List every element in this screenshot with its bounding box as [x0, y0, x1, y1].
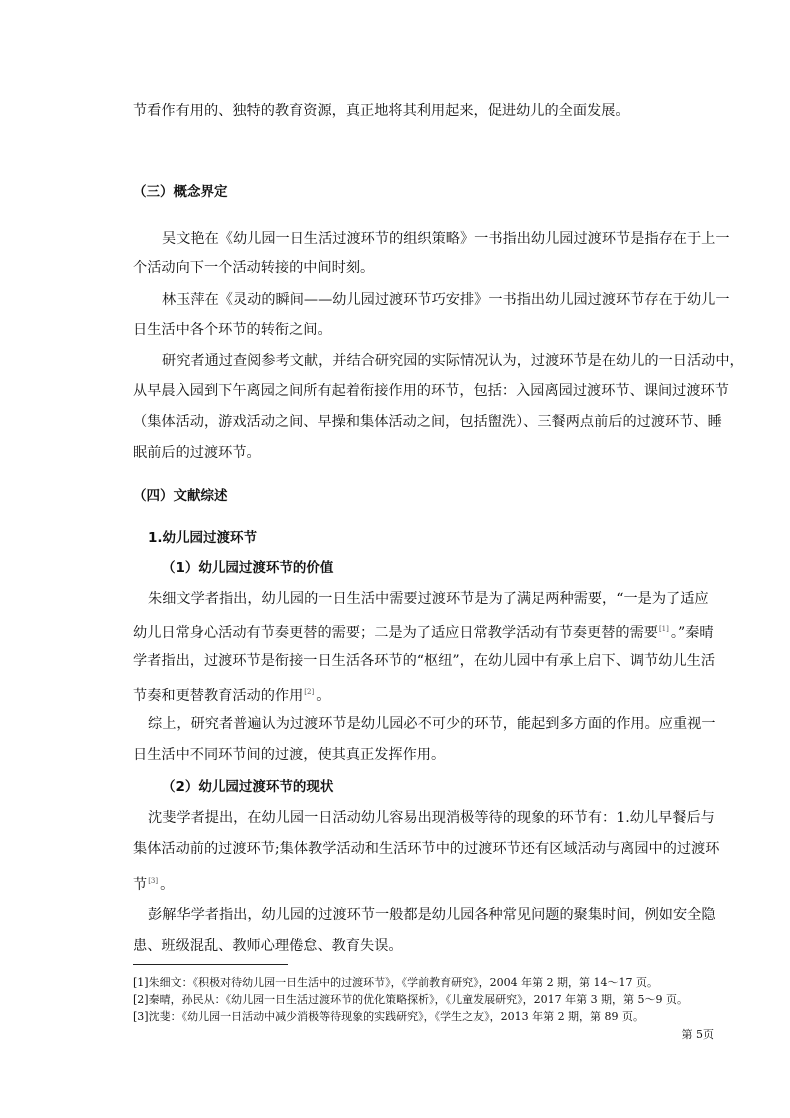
citation-ref: [1] [658, 625, 669, 633]
paragraph-line [133, 682, 330, 706]
paragraph-line: 个活动向下一个活动转接的中间时刻。 [133, 260, 375, 276]
paragraph-line [133, 871, 174, 895]
paragraph-line: 综上，研究者普遍认为过渡环节是幼儿园必不可少的环节，能起到多方面的作用。应重视一 [148, 716, 716, 732]
subsubsection-heading: （1）幼儿园过渡环节的价值 [162, 560, 334, 576]
citation-ref: [3] [148, 877, 159, 885]
paragraph-line: 从早晨入园到下午离园之间所有起着衔接作用的环节，包括：入园离园过渡环节、课间过渡环节 [133, 383, 729, 399]
paragraph-line: 日生活中各个环节的转衔之间。 [133, 322, 332, 338]
subsubsection-heading: （2）幼儿园过渡环节的现状 [162, 779, 334, 795]
text-span: 。 [316, 688, 331, 704]
paragraph-line: 日生活中不同环节间的过渡，使其真正发挥作用。 [133, 747, 446, 763]
text-span: 。”秦晴 [670, 625, 714, 641]
subsection-heading: 1.幼儿园过渡环节 [148, 530, 258, 546]
paragraph-line: 研究者通过查阅参考文献，并结合研究园的实际情况认为，过渡环节是在幼儿的一日活动中， [162, 353, 744, 369]
citation-ref: [2] [304, 688, 315, 696]
paragraph-line: 集体活动前的过渡环节;集体教学活动和生活环节中的过渡环节还有区域活动与离园中的过渡环 [133, 841, 720, 857]
text-span: 。 [160, 877, 175, 893]
page-number: 第 5页 [681, 1028, 714, 1041]
text-span: 幼儿日常身心活动有节奏更替的需要；二是为了适应日常教学活动有节奏更替的需要 [133, 625, 658, 641]
text-span: 节奏和更替教育活动的作用 [133, 688, 304, 704]
paragraph-line: 节看作有用的、独特的教育资源，真正地将其利用起来，促进幼儿的全面发展。 [133, 103, 630, 119]
paragraph-line: 朱细文学者指出，幼儿园的一日生活中需要过渡环节是为了满足两种需要，“一是为了适应 [148, 591, 709, 607]
paragraph-line: 吴文艳在《幼儿园一日生活过渡环节的组织策略》一书指出幼儿园过渡环节是指存在于上一 [162, 231, 730, 247]
section-heading-4: （四）文献综述 [133, 488, 228, 504]
paragraph-line: 患、班级混乱、教师心理倦怠、教育失误。 [133, 938, 403, 954]
text-span: 节 [133, 877, 148, 893]
paragraph-line [133, 619, 714, 643]
footnote-separator [133, 964, 288, 965]
paragraph-line: 彭解华学者指出，幼儿园的过渡环节一般都是幼儿园各种常见问题的聚集时间，例如安全隐 [148, 907, 716, 923]
paragraph-line: （集体活动，游戏活动之间、早操和集体活动之间，包括盥洗）、三餐两点前后的过渡环节、睡 [133, 414, 722, 430]
footnote-1: [1]朱细文：《积极对待幼儿园一日生活中的过渡环节》，《学前教育研究》，2004 年第 2 期，第 14～17 页。 [133, 976, 659, 989]
paragraph-line: 学者指出，过渡环节是衔接一日生活各环节的“枢纽”，在幼儿园中有承上启下、调节幼儿生活 [133, 653, 716, 669]
paragraph-line: 林玉萍在《灵动的瞬间——幼儿园过渡环节巧安排》一书指出幼儿园过渡环节存在于幼儿一 [162, 292, 730, 308]
paragraph-line: 沈斐学者提出，在幼儿园一日活动幼儿容易出现消极等待的现象的环节有：1.幼儿早餐后与 [148, 810, 715, 826]
section-heading-3: （三）概念界定 [133, 184, 228, 200]
footnote-3: [3]沈斐：《幼儿园一日活动中减少消极等待现象的实践研究》，《学生之友》，2013 年第 2 期，第 89 页。 [133, 1010, 645, 1023]
footnote-2: [2]秦晴，孙民从：《幼儿园一日生活过渡环节的优化策略探析》，《儿童发展研究》，2017 年第 3 期，第 5～9 页。 [133, 993, 689, 1006]
paragraph-line: 眠前后的过渡环节。 [133, 445, 261, 461]
